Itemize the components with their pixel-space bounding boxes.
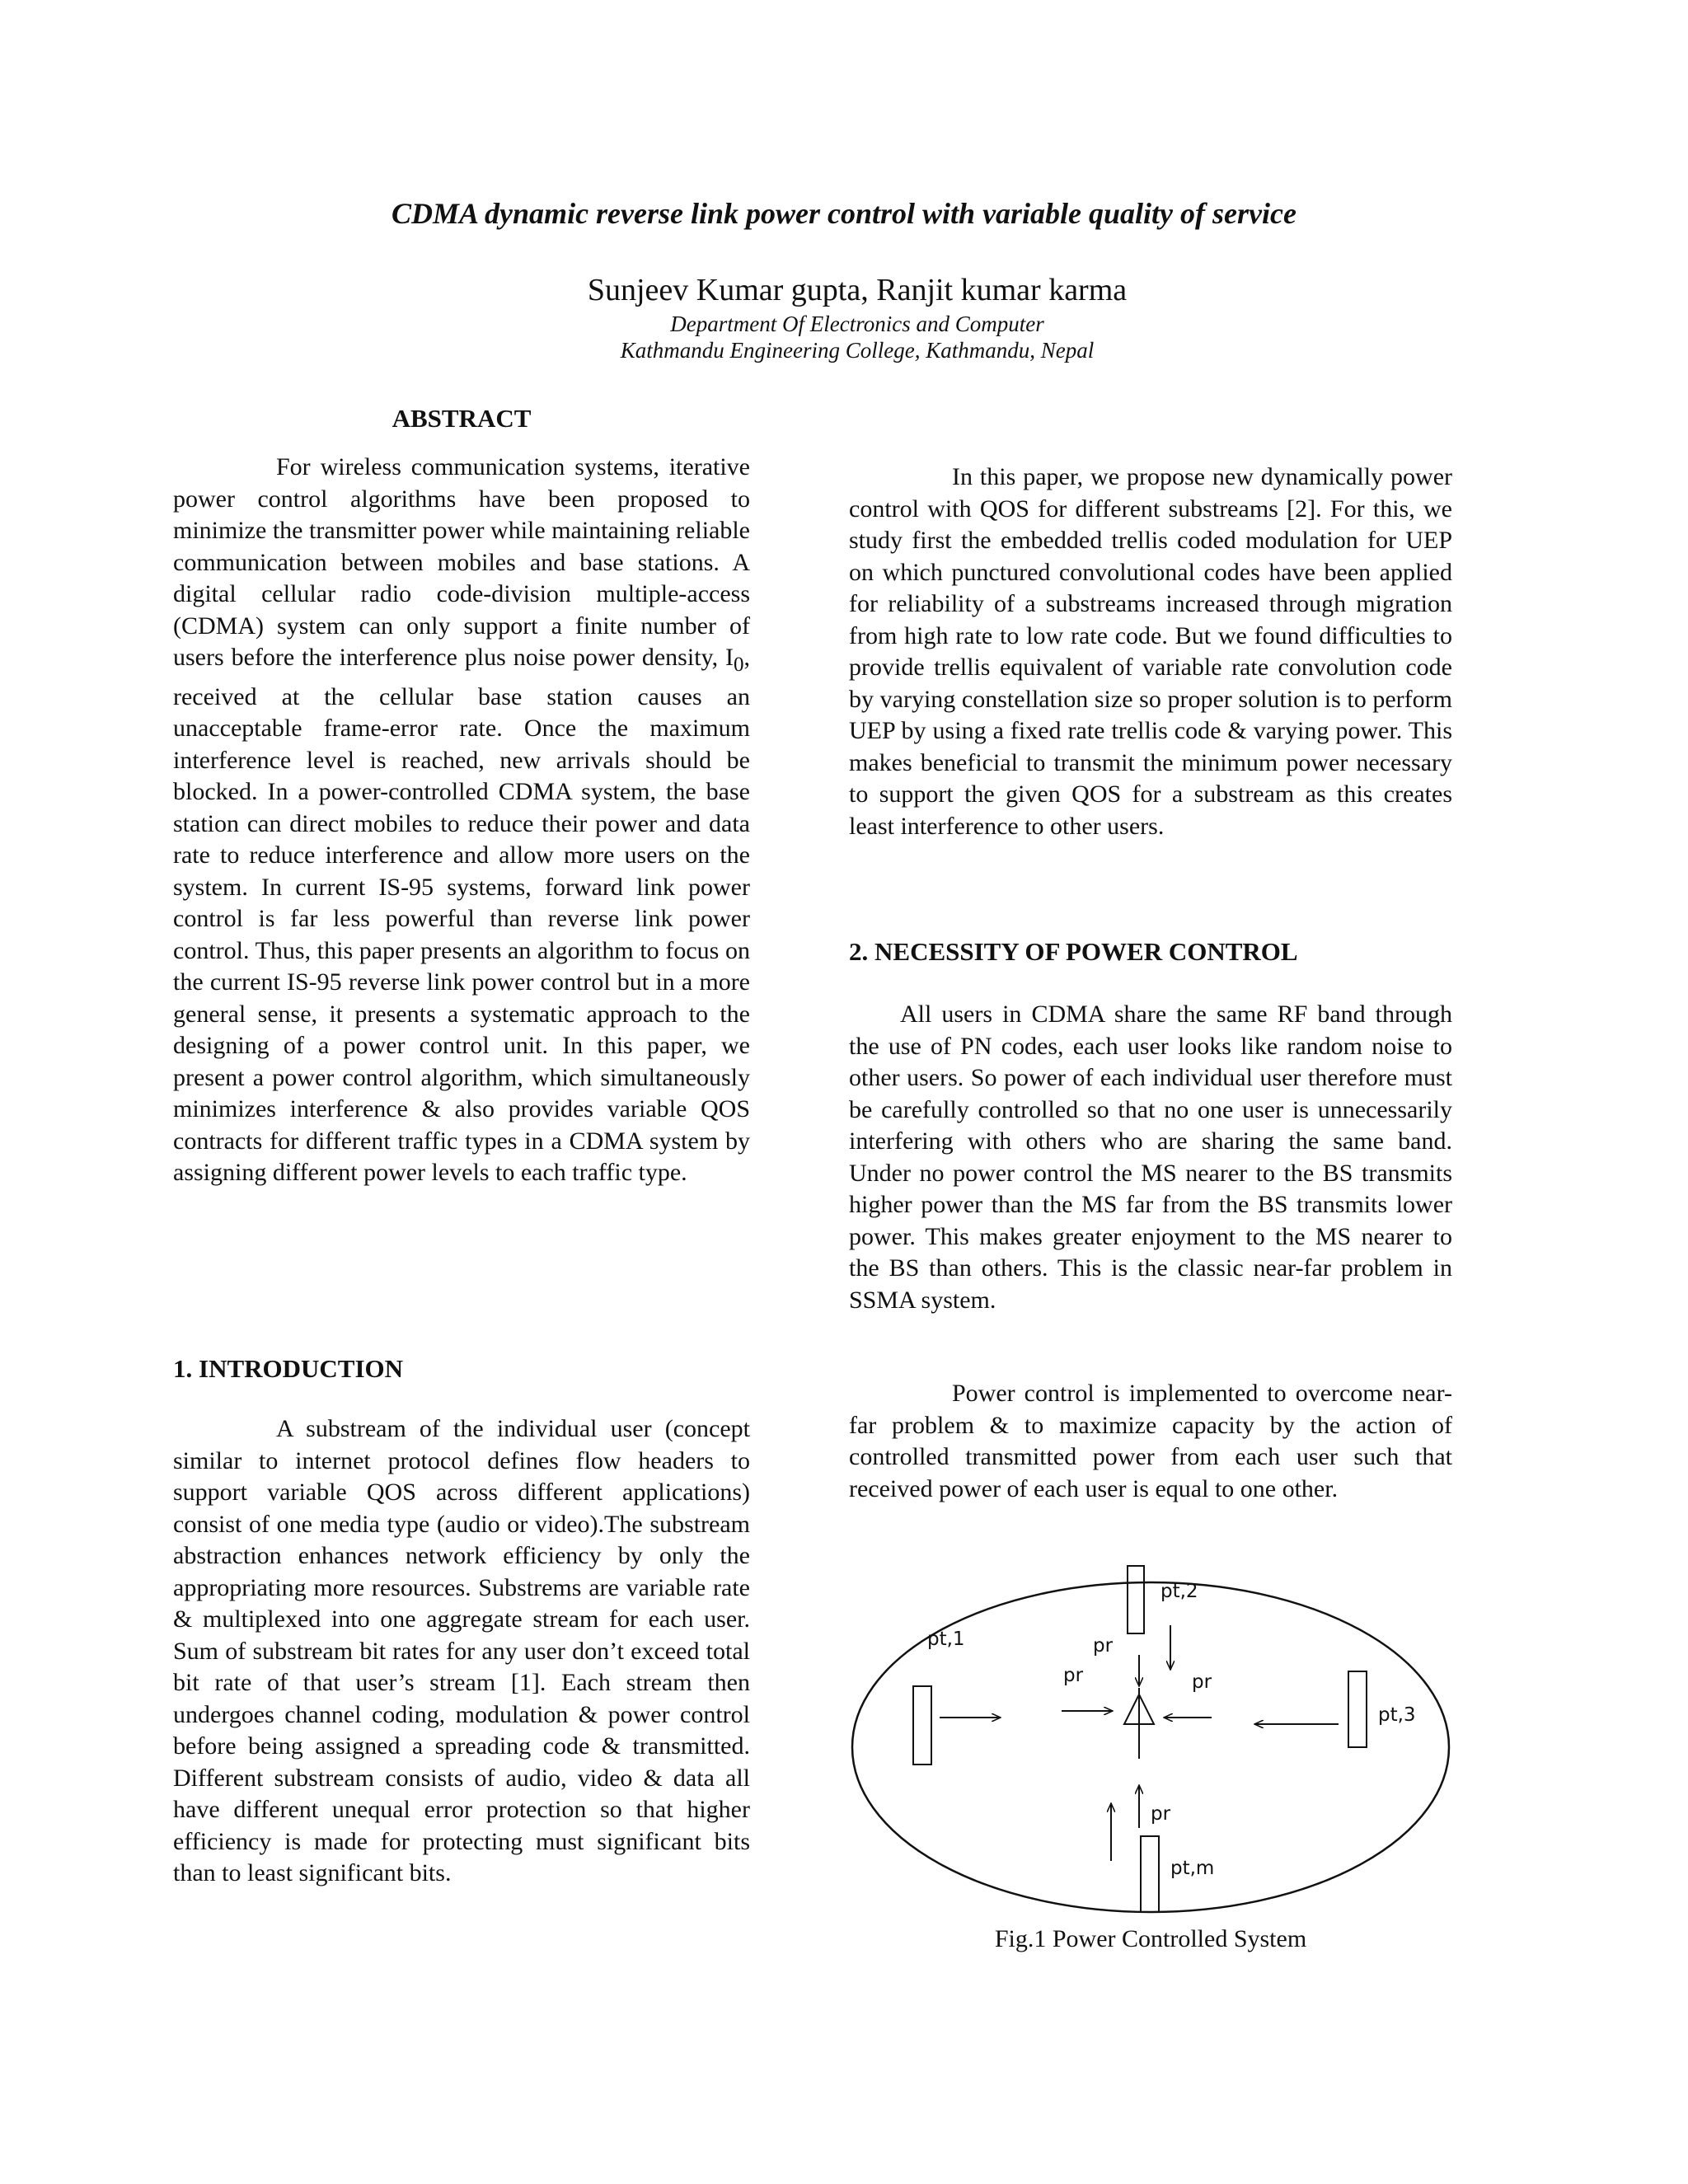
abstract-text — [173, 452, 750, 1189]
introduction-heading: 1. INTRODUCTION — [173, 1354, 404, 1383]
mobile-station-2 — [1128, 1566, 1144, 1633]
interference-subscript: 0 — [734, 654, 744, 676]
right-intro-text: In this paper, we propose new dynamically power control with QOS for different substreams [2]. For this, we study first the embedded trellis coded modulation for UEP on which punctured convolutional codes have been applied for reliability of a substreams increased through migration from high rate to low rate code. But we found difficulties to provide trellis equivalent of variable rate convolution code by varying constellation size so proper solution is to perform UEP by using a fixed rate trellis code & varying power. This makes beneficial to transmit the minimum power necessary to support the given QOS for a substream as this creates least interference to other users. — [849, 463, 1452, 840]
label-pt1: pt,1 — [927, 1629, 965, 1650]
mobile-station-1 — [913, 1686, 931, 1765]
label-pr-left: pr — [1063, 1665, 1084, 1686]
abstract-text-part1: For wireless communication systems, iterative power control algorithms have been proposed to minimize the transmitter power while maintaining reliable communication between mobiles and base stations. A digital cellular radio code-division multiple-access (CDMA) system can only support a finite number of users before the interference plus noise power density, I — [173, 453, 750, 671]
label-pt2: pt,2 — [1160, 1581, 1198, 1602]
abstract-text-part2: , received at the cellular base station causes an unacceptable frame-error rate. Once the maximum interference level is reached, new arrivals should be blocked. In a power-controlled CDMA system, the base station can direct mobiles to reduce their power and data rate to reduce interference and allow more users on the system. In current IS-95 systems, forward link power control is far less powerful than reverse link power control. Thus, this paper presents an algorithm to focus on the current IS-95 reverse link power control but in a more general sense, it presents a systematic approach to the designing of a power control unit. In this paper, we present a power control algorithm, which simultaneously minimizes interference & also provides variable QOS contracts for different traffic types in a CDMA system by assigning different power levels to each traffic type. — [173, 644, 750, 1186]
label-pr-right: pr — [1192, 1671, 1212, 1693]
affiliation-college: Kathmandu Engineering College, Kathmandu, Nepal — [620, 338, 1095, 363]
introduction-text: A substream of the individual user (concept similar to internet protocol defines flow headers to support variable QOS across different applications) consist of one media type (audio or video).The substream abstraction enhances network efficiency by only the appropriating more resources. Substrems are variable rate & multiplexed into one aggregate stream for each user. Sum of substream bit rates for any user don’t exceed total bit rate of that user’s stream [1]. Each stream then undergoes channel coding, modulation & power control before being assigned a spreading code & transmitted. Different substream consists of audio, video & data all have different unequal error protection so that higher efficiency is made for protecting must significant bits than to least significant bits. — [173, 1415, 750, 1886]
affiliation-department: Department Of Electronics and Computer — [670, 312, 1044, 336]
paper-title: CDMA dynamic reverse link power control with variable quality of service — [392, 197, 1296, 230]
abstract-heading: ABSTRACT — [392, 404, 532, 433]
authors: Sunjeev Kumar gupta, Ranjit kumar karma — [587, 273, 1128, 307]
label-pr-bottom: pr — [1151, 1803, 1171, 1825]
section2-paragraph-1: All users in CDMA share the same RF band through the use of PN codes, each user looks like random noise to other users. So power of each individual user therefore must be carefully controlled so that no one user is unnecessarily interfering with others who are sharing the same band. Under no power control the MS nearer to the BS transmits higher power than the MS far from the BS transmits lower power. This makes greater enjoyment to the MS nearer to the BS than others. This is the classic near-far problem in SSMA system. — [849, 1001, 1452, 1314]
label-pr-top: pr — [1093, 1635, 1114, 1657]
section2-heading: 2. NECESSITY OF POWER CONTROL — [849, 937, 1298, 966]
mobile-station-m — [1141, 1836, 1159, 1912]
label-pt3: pt,3 — [1378, 1704, 1416, 1726]
figure-caption: Fig.1 Power Controlled System — [994, 1925, 1307, 1952]
section2-paragraph-2: Power control is implemented to overcome near-far problem & to maximize capacity by the action of controlled transmitted power from each user such that received power of each user is equal to one other. — [849, 1380, 1452, 1502]
power-control-figure — [849, 1556, 1452, 1927]
label-ptm: pt,m — [1170, 1858, 1215, 1879]
power-control-diagram — [849, 1556, 1452, 1927]
mobile-station-3 — [1348, 1671, 1367, 1747]
